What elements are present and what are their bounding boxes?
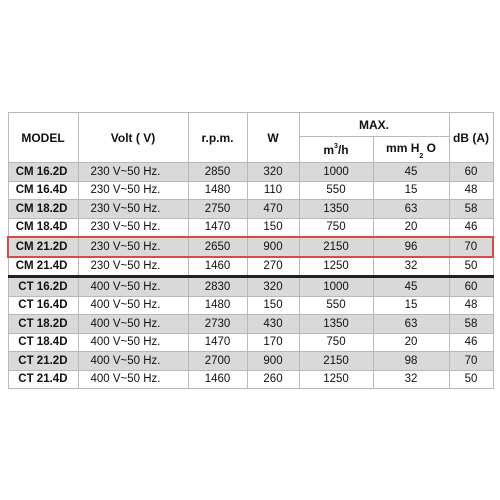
spec-table	[7, 112, 494, 389]
db-cell: 50	[449, 257, 493, 277]
table-row	[8, 333, 493, 352]
model-cell: CM 21.4D	[8, 257, 78, 277]
rpm-cell: 1480	[188, 296, 247, 315]
flow-cell: 1000	[299, 163, 373, 182]
db-cell: 58	[449, 315, 493, 334]
model-cell: CT 18.4D	[8, 333, 78, 352]
pressure-cell: 63	[373, 200, 449, 219]
db-cell: 58	[449, 200, 493, 219]
flow-cell: 550	[299, 296, 373, 315]
model-cell: CM 18.2D	[8, 200, 78, 219]
table-row	[8, 257, 493, 277]
pressure-cell: 32	[373, 257, 449, 277]
model-cell: CM 16.2D	[8, 163, 78, 182]
db-header: dB (A)	[449, 113, 493, 163]
pressure-cell: 45	[373, 163, 449, 182]
db-cell: 46	[449, 333, 493, 352]
pressure-header	[373, 137, 449, 163]
db-cell: 50	[449, 370, 493, 389]
rpm-cell: 2850	[188, 163, 247, 182]
volt-cell: 400 V~50 Hz.	[78, 333, 188, 352]
flow-cell: 1350	[299, 315, 373, 334]
rpm-cell: 2730	[188, 315, 247, 334]
volt-cell: 230 V~50 Hz.	[78, 257, 188, 277]
rpm-cell: 2650	[188, 237, 247, 257]
model-cell: CT 21.2D	[8, 352, 78, 371]
rpm-header: r.p.m.	[188, 113, 247, 163]
flow-cell: 750	[299, 218, 373, 237]
table-row	[8, 218, 493, 237]
flow-cell: 1350	[299, 200, 373, 219]
volt-cell: 230 V~50 Hz.	[78, 237, 188, 257]
model-cell: CT 18.2D	[8, 315, 78, 334]
pressure-cell: 96	[373, 237, 449, 257]
table-row	[8, 370, 493, 389]
pressure-cell: 15	[373, 181, 449, 200]
pressure-header-base: mm H	[386, 141, 420, 156]
pressure-cell: 20	[373, 333, 449, 352]
rpm-cell: 1470	[188, 333, 247, 352]
rpm-cell: 1460	[188, 370, 247, 389]
header-row	[8, 113, 493, 137]
table-row	[8, 163, 493, 182]
db-cell: 48	[449, 296, 493, 315]
volt-cell: 400 V~50 Hz.	[78, 352, 188, 371]
flow-cell: 550	[299, 181, 373, 200]
rpm-cell: 1480	[188, 181, 247, 200]
watt-cell: 470	[247, 200, 299, 219]
volt-cell: 400 V~50 Hz.	[78, 296, 188, 315]
volt-cell: 400 V~50 Hz.	[78, 370, 188, 389]
model-cell: CT 21.4D	[8, 370, 78, 389]
spec-table-body	[8, 163, 493, 389]
flow-cell: 2150	[299, 237, 373, 257]
max-header: MAX.	[299, 113, 449, 137]
volt-cell: 400 V~50 Hz.	[78, 315, 188, 334]
watt-cell: 900	[247, 352, 299, 371]
table-row	[8, 181, 493, 200]
volt-header: Volt ( V)	[78, 113, 188, 163]
watt-cell: 320	[247, 163, 299, 182]
model-header: MODEL	[8, 113, 78, 163]
watt-cell: 260	[247, 370, 299, 389]
pressure-header-unit: O	[426, 141, 436, 156]
rpm-cell: 1460	[188, 257, 247, 277]
flow-header-base: m	[323, 142, 335, 157]
flow-cell: 2150	[299, 352, 373, 371]
volt-cell: 230 V~50 Hz.	[78, 181, 188, 200]
volt-cell: 400 V~50 Hz.	[78, 277, 188, 297]
watt-cell: 150	[247, 296, 299, 315]
table-row	[8, 352, 493, 371]
flow-cell: 1250	[299, 257, 373, 277]
watt-cell: 150	[247, 218, 299, 237]
flow-cell: 750	[299, 333, 373, 352]
pressure-cell: 63	[373, 315, 449, 334]
db-cell: 48	[449, 181, 493, 200]
watt-header: W	[247, 113, 299, 163]
model-cell: CM 16.4D	[8, 181, 78, 200]
pressure-cell: 32	[373, 370, 449, 389]
table-row	[8, 200, 493, 219]
rpm-cell: 2750	[188, 200, 247, 219]
rpm-cell: 2830	[188, 277, 247, 297]
pressure-cell: 20	[373, 218, 449, 237]
table-row-highlighted	[8, 237, 493, 257]
flow-cell: 1250	[299, 370, 373, 389]
watt-cell: 900	[247, 237, 299, 257]
db-cell: 70	[449, 352, 493, 371]
db-cell: 70	[449, 237, 493, 257]
model-cell: CT 16.4D	[8, 296, 78, 315]
rpm-cell: 2700	[188, 352, 247, 371]
watt-cell: 110	[247, 181, 299, 200]
db-cell: 60	[449, 277, 493, 297]
watt-cell: 170	[247, 333, 299, 352]
db-cell: 46	[449, 218, 493, 237]
volt-cell: 230 V~50 Hz.	[78, 218, 188, 237]
table-row	[8, 296, 493, 315]
watt-cell: 430	[247, 315, 299, 334]
model-cell: CM 21.2D	[8, 237, 78, 257]
watt-cell: 270	[247, 257, 299, 277]
pressure-cell: 98	[373, 352, 449, 371]
model-cell: CM 18.4D	[8, 218, 78, 237]
flow-cell: 1000	[299, 277, 373, 297]
db-cell: 60	[449, 163, 493, 182]
volt-cell: 230 V~50 Hz.	[78, 163, 188, 182]
watt-cell: 320	[247, 277, 299, 297]
rpm-cell: 1470	[188, 218, 247, 237]
flow-header-unit: /h	[337, 142, 349, 157]
pressure-cell: 15	[373, 296, 449, 315]
flow-header-exponent: 3	[334, 142, 338, 150]
table-row	[8, 277, 493, 297]
pressure-header-subscript: 2	[419, 152, 424, 160]
volt-cell: 230 V~50 Hz.	[78, 200, 188, 219]
model-cell: CT 16.2D	[8, 277, 78, 297]
pressure-cell: 45	[373, 277, 449, 297]
flow-header	[299, 137, 373, 163]
table-row	[8, 315, 493, 334]
